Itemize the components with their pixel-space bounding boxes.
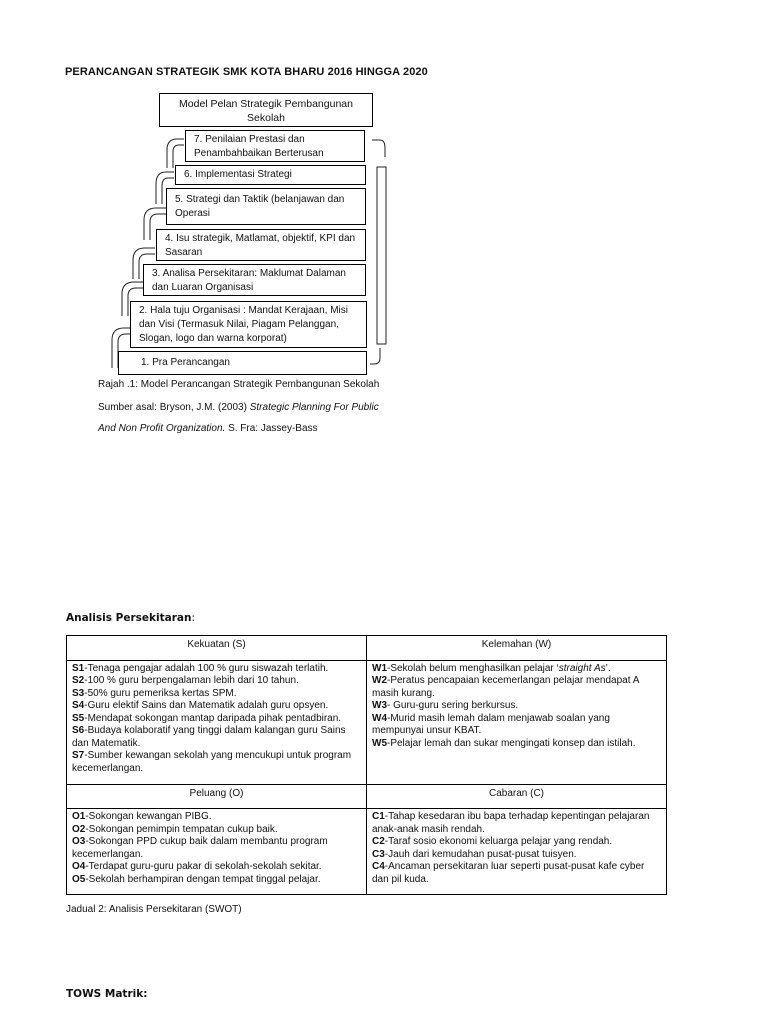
threat-header: Cabaran (C): [367, 784, 667, 809]
source-title-part1: Strategic Planning For Public: [249, 402, 379, 413]
strengths-cell: [67, 660, 367, 784]
step-2-label: 2. Hala tuju Organisasi : Mandat Kerajaan, Misi dan Visi (Termasuk Nilai, Piagam Pelanggan, Slogan, logo dan warna korporat): [139, 305, 348, 344]
list-item: O2-Sokongan pemimpin tempatan cukup baik.: [72, 823, 278, 835]
step-6-box: [175, 165, 366, 185]
list-item: W5-Pelajar lemah dan sukar mengingati konsep dan istilah.: [372, 737, 636, 749]
list-item: W4-Murid masih lemah dalam menjawab soalan yang mempunyai unsur KBAT.: [372, 712, 610, 736]
model-heading: Model Pelan Strategik Pembangunan Sekolah: [179, 98, 353, 124]
opportunity-header: Peluang (O): [67, 784, 367, 809]
list-item: O1-Sokongan kewangan PIBG.: [72, 811, 212, 822]
source-author: Sumber asal: Bryson, J.M. (2003): [98, 402, 250, 413]
analysis-heading-colon: :: [191, 612, 195, 624]
list-item: W2-Peratus pencapaian kecemerlangan pelajar mendapat A masih kurang.: [372, 675, 639, 699]
list-item: C3-Jauh dari kemudahan pusat-pusat tuisyen.: [372, 848, 577, 860]
source-publisher: S. Fra: Jassey-Bass: [225, 423, 318, 434]
tows-heading: TOWS Matrik:: [66, 988, 148, 1000]
list-item: W3- Guru-guru sering berkursus.: [372, 700, 519, 711]
figure-caption-line1: Rajah .1: Model Perancangan Strategik Pembangunan Sekolah: [98, 379, 380, 390]
analysis-heading: [66, 612, 195, 624]
list-item: O3-Sokongan PPD cukup baik dalam membantu program kecemerlangan.: [72, 836, 328, 860]
step-3-label: 3. Analisa Persekitaran: Maklumat Dalaman dan Luaran Organisasi: [152, 268, 346, 293]
weaknesses-cell: [367, 660, 667, 784]
list-item: O4-Terdapat guru-guru pakar di sekolah-sekolah sekitar.: [72, 861, 322, 872]
opportunities-cell: [67, 809, 367, 895]
list-item: S1-Tenaga pengajar adalah 100 % guru siswazah terlatih.: [72, 662, 329, 674]
step-5-box: [166, 188, 366, 225]
step-6-label: 6. Implementasi Strategi: [184, 169, 292, 180]
table-caption: Jadual 2: Analisis Persekitaran (SWOT): [66, 904, 242, 915]
staircase-arrows-icon: [0, 0, 768, 400]
list-item: S3-50% guru pemeriksa kertas SPM.: [72, 687, 237, 699]
list-item: C1-Tahap kesedaran ibu bapa terhadap kepentingan pelajaran anak-anak masih rendah.: [372, 811, 650, 835]
step-5-label: 5. Strategi dan Taktik (belanjawan dan Operasi: [175, 194, 345, 219]
figure-caption-publisher: [98, 423, 318, 435]
model-heading-box: [159, 93, 373, 127]
threats-cell: [367, 809, 667, 895]
swot-table: [66, 635, 667, 895]
list-item: S6-Budaya kolaboratif yang tinggi dalam kalangan guru Sains dan Matematik.: [72, 725, 346, 749]
list-item: C2-Taraf sosio ekonomi keluarga pelajar yang rendah.: [372, 836, 613, 847]
strength-header: Kekuatan (S): [67, 636, 367, 661]
step-3-box: [143, 264, 366, 296]
step-4-label: 4. Isu strategik, Matlamat, objektif, KPI dan Sasaran: [165, 233, 356, 258]
source-title-part2: And Non Profit Organization.: [98, 423, 226, 434]
document-title: PERANCANGAN STRATEGIK SMK KOTA BHARU 2016 HINGGA 2020: [65, 66, 428, 78]
list-item: S7-Sumber kewangan sekolah yang mencukupi untuk program kecemerlangan.: [72, 750, 352, 774]
weakness-header: Kelemahan (W): [367, 636, 667, 661]
step-7-label: 7. Penilaian Prestasi dan Penambahbaikan Berterusan: [194, 134, 324, 159]
analysis-heading-text: Analisis Persekitaran: [66, 612, 192, 624]
step-1-label: 1. Pra Perancangan: [141, 357, 230, 368]
step-2-box: [130, 301, 367, 348]
list-item: S2-100 % guru berpengalaman lebih dari 10 tahun.: [72, 675, 299, 686]
figure-caption-source: [98, 402, 379, 414]
list-item: S4-Guru elektif Sains dan Matematik adalah guru opsyen.: [72, 700, 329, 711]
list-item: C4-Ancaman persekitaran luar seperti pusat-pusat kafe cyber dan pil kuda.: [372, 861, 645, 885]
list-item: S5-Mendapat sokongan mantap daripada pihak pentadbiran.: [72, 712, 342, 724]
list-item: W1-Sekolah belum menghasilkan pelajar ‘straight As’.: [372, 662, 611, 674]
step-4-box: [156, 229, 366, 261]
step-1-box: [118, 351, 367, 375]
step-7-box: [185, 130, 365, 162]
list-item: O5-Sekolah berhampiran dengan tempat tinggal pelajar.: [72, 873, 321, 885]
